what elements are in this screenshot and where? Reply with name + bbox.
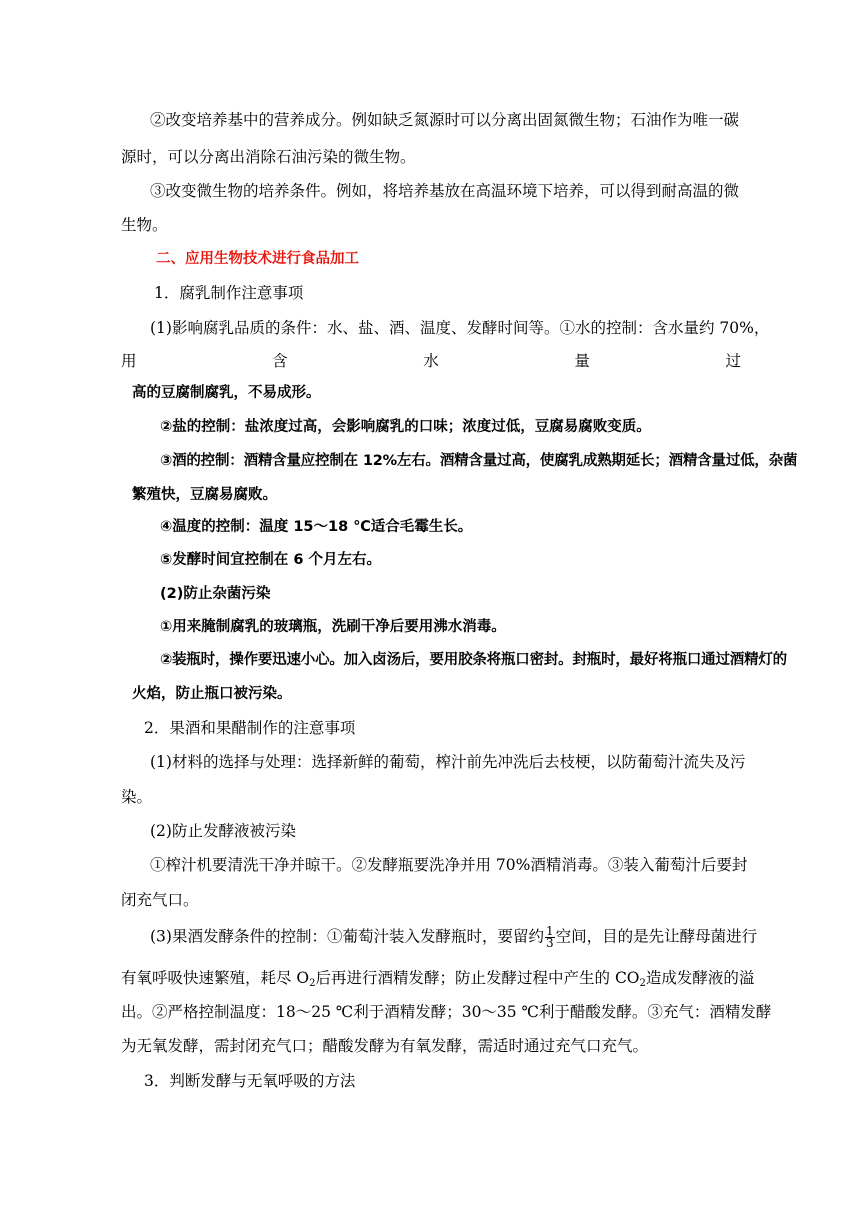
paragraph-line: 为无氧发酵，需封闭充气口；醋酸发酵为有氧发酵，需适时通过充气口充气。 bbox=[121, 1037, 649, 1055]
word: 量 bbox=[574, 352, 590, 370]
subsection-heading: 1．腐乳制作注意事项 bbox=[154, 284, 304, 302]
section-heading: 二、应用生物技术进行食品加工 bbox=[156, 251, 359, 267]
paragraph-line bbox=[150, 926, 757, 949]
paragraph-line: (1)材料的选择与处理：选择新鲜的葡萄，榨汁前先冲洗后去枝梗，以防葡萄汁流失及污 bbox=[150, 753, 746, 771]
paragraph-line: 出。②严格控制温度：18～25 ℃利于酒精发酵；30～35 ℃利于醋酸发酵。③充气：酒精发酵 bbox=[121, 1003, 772, 1021]
paragraph-line: 染。 bbox=[121, 788, 153, 806]
paragraph-line: ③改变微生物的培养条件。例如，将培养基放在高温环境下培养，可以得到耐高温的微 bbox=[150, 182, 740, 200]
text-run: (3)果酒发酵条件的控制：①葡萄汁装入发酵瓶时，要留约 bbox=[150, 927, 544, 946]
subsection-heading: 3．判断发酵与无氧呼吸的方法 bbox=[144, 1072, 356, 1090]
fraction-denominator: 3 bbox=[545, 936, 554, 950]
paragraph-line: ①榨汁机要清洗干净并晾干。②发酵瓶要洗净并用 70%酒精消毒。③装入葡萄汁后要封 bbox=[150, 856, 748, 874]
paragraph-line: ②装瓶时，操作要迅速小心。加入卤汤后，要用胶条将瓶口密封。封瓶时，最好将瓶口通过酒精灯的 bbox=[160, 652, 787, 668]
word: 过 bbox=[725, 352, 741, 370]
paragraph-line: 生物。 bbox=[121, 216, 168, 234]
paragraph-line: (2)防止杂菌污染 bbox=[160, 586, 271, 602]
word: 用 bbox=[121, 352, 137, 370]
text-run: 空间，目的是先让酵母菌进行 bbox=[555, 927, 758, 946]
paragraph-line: 繁殖快，豆腐易腐败。 bbox=[132, 487, 277, 503]
paragraph-line: ④温度的控制：温度 15～18 ℃适合毛霉生长。 bbox=[160, 519, 473, 535]
subscript: 2 bbox=[309, 978, 316, 989]
text-run: 造成发酵液的溢 bbox=[645, 969, 755, 987]
fraction-numerator: 1 bbox=[545, 924, 554, 938]
paragraph-line: 高的豆腐制腐乳，不易成形。 bbox=[132, 385, 321, 401]
paragraph-line: ①用来腌制腐乳的玻璃瓶，洗刷干净后要用沸水消毒。 bbox=[160, 619, 506, 635]
paragraph-line: 源时，可以分离出消除石油污染的微生物。 bbox=[121, 148, 416, 166]
paragraph-line: (2)防止发酵液被污染 bbox=[150, 822, 296, 840]
word: 含 bbox=[272, 352, 288, 370]
word: 水 bbox=[423, 352, 439, 370]
paragraph-line: 闭充气口。 bbox=[121, 891, 199, 909]
paragraph-line bbox=[121, 968, 754, 988]
paragraph-line: ③酒的控制：酒精含量应控制在 12%左右。酒精含量过高，使腐乳成熟期延长；酒精含量过低，杂菌 bbox=[160, 453, 798, 469]
paragraph-line: ⑤发酵时间宜控制在 6 个月左右。 bbox=[160, 552, 381, 568]
subscript: 2 bbox=[639, 978, 646, 989]
text-run: 后再进行酒精发酵；防止发酵过程中产生的 CO bbox=[315, 969, 640, 987]
paragraph-line: ②盐的控制：盐浓度过高，会影响腐乳的口味；浓度过低，豆腐易腐败变质。 bbox=[160, 419, 651, 435]
paragraph-line: 火焰，防止瓶口被污染。 bbox=[132, 686, 292, 702]
fraction bbox=[545, 926, 555, 949]
paragraph-line: ②改变培养基中的营养成分。例如缺乏氮源时可以分离出固氮微生物；石油作为唯一碳 bbox=[150, 111, 740, 129]
justified-line bbox=[121, 351, 741, 371]
text-run: 有氧呼吸快速繁殖，耗尽 O bbox=[121, 969, 310, 987]
subsection-heading: 2．果酒和果醋制作的注意事项 bbox=[144, 719, 356, 737]
paragraph-line: (1)影响腐乳品质的条件：水、盐、酒、温度、发酵时间等。①水的控制：含水量约 70%， bbox=[150, 319, 770, 337]
